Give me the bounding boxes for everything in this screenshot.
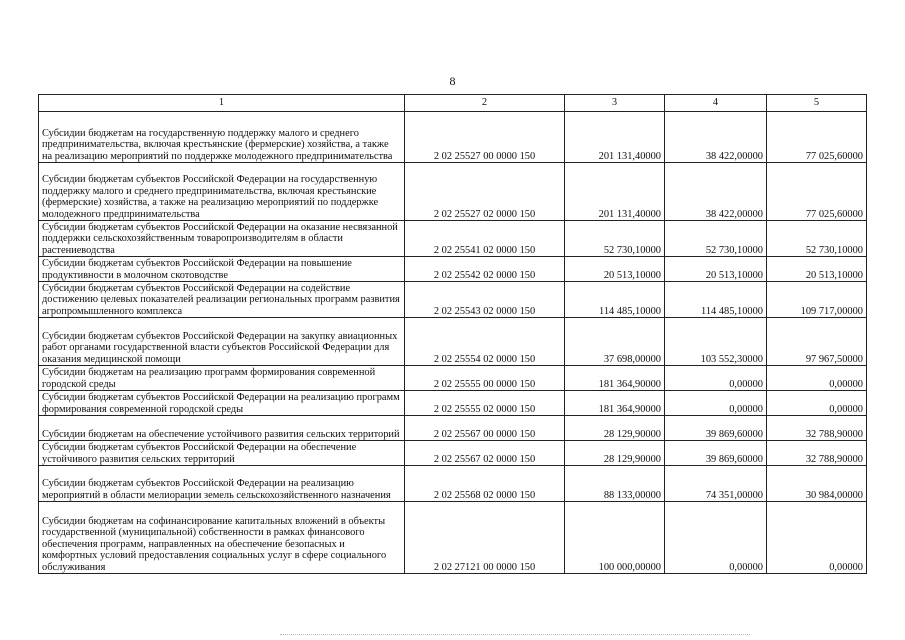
amount-col-5: 32 788,90000 — [767, 441, 867, 466]
budget-table — [38, 94, 867, 574]
subsidy-name: Субсидии бюджетам на реализацию программ формирования современной городской среды — [39, 366, 405, 391]
subsidy-name: Субсидии бюджетам субъектов Российской Федерации на закупку авиационных работ органами государственной власти субъектов Российской Федерации для оказания медицинской помощи — [39, 318, 405, 366]
amount-col-3: 88 133,00000 — [565, 466, 665, 502]
subsidy-name: Субсидии бюджетам субъектов Российской Федерации на реализацию программ формирования современной городской среды — [39, 391, 405, 416]
budget-code: 2 02 27121 00 0000 150 — [405, 502, 565, 574]
amount-col-5: 77 025,60000 — [767, 112, 867, 163]
amount-col-5: 30 984,00000 — [767, 466, 867, 502]
amount-col-5: 0,00000 — [767, 391, 867, 416]
table-row — [39, 257, 867, 282]
table-row — [39, 441, 867, 466]
budget-code: 2 02 25555 02 0000 150 — [405, 391, 565, 416]
column-header-1: 1 — [39, 95, 405, 112]
amount-col-4: 39 869,60000 — [665, 416, 767, 441]
amount-col-4: 0,00000 — [665, 391, 767, 416]
amount-col-4: 38 422,00000 — [665, 163, 767, 221]
budget-code: 2 02 25555 00 0000 150 — [405, 366, 565, 391]
column-number-row — [39, 95, 867, 112]
amount-col-3: 114 485,10000 — [565, 282, 665, 318]
amount-col-4: 52 730,10000 — [665, 221, 767, 257]
budget-code: 2 02 25543 02 0000 150 — [405, 282, 565, 318]
page-number: 8 — [449, 74, 456, 88]
amount-col-4: 114 485,10000 — [665, 282, 767, 318]
amount-col-4: 74 351,00000 — [665, 466, 767, 502]
table-header — [39, 95, 867, 112]
column-header-2: 2 — [405, 95, 565, 112]
table-row — [39, 391, 867, 416]
amount-col-3: 201 131,40000 — [565, 163, 665, 221]
amount-col-5: 0,00000 — [767, 366, 867, 391]
table-row — [39, 163, 867, 221]
subsidy-name: Субсидии бюджетам на государственную поддержку малого и среднего предпринимательства, включая крестьянские (фермерские) хозяйства, а также на реализацию мероприятий по поддержке молодежного предпринимательства — [39, 112, 405, 163]
amount-col-3: 52 730,10000 — [565, 221, 665, 257]
amount-col-5: 97 967,50000 — [767, 318, 867, 366]
table-row — [39, 318, 867, 366]
amount-col-5: 32 788,90000 — [767, 416, 867, 441]
scan-artifact-line — [280, 634, 750, 636]
amount-col-5: 77 025,60000 — [767, 163, 867, 221]
amount-col-3: 100 000,00000 — [565, 502, 665, 574]
amount-col-4: 103 552,30000 — [665, 318, 767, 366]
amount-col-4: 0,00000 — [665, 366, 767, 391]
subsidy-name: Субсидии бюджетам субъектов Российской Федерации на повышение продуктивности в молочном скотоводстве — [39, 257, 405, 282]
amount-col-4: 39 869,60000 — [665, 441, 767, 466]
subsidy-name: Субсидии бюджетам субъектов Российской Федерации на обеспечение устойчивого развития сельских территорий — [39, 441, 405, 466]
table-row — [39, 282, 867, 318]
amount-col-3: 20 513,10000 — [565, 257, 665, 282]
table-body — [39, 112, 867, 574]
column-header-5: 5 — [767, 95, 867, 112]
budget-code: 2 02 25567 00 0000 150 — [405, 416, 565, 441]
budget-code: 2 02 25527 02 0000 150 — [405, 163, 565, 221]
amount-col-3: 28 129,90000 — [565, 441, 665, 466]
budget-code: 2 02 25568 02 0000 150 — [405, 466, 565, 502]
budget-code: 2 02 25567 02 0000 150 — [405, 441, 565, 466]
column-header-3: 3 — [565, 95, 665, 112]
subsidy-name: Субсидии бюджетам субъектов Российской Федерации на реализацию мероприятий в области мелиорации земель сельскохозяйственного назначения — [39, 466, 405, 502]
amount-col-4: 38 422,00000 — [665, 112, 767, 163]
table-row — [39, 416, 867, 441]
subsidy-name: Субсидии бюджетам субъектов Российской Федерации на государственную поддержку малого и среднего предпринимательства, включая крестьянские (фермерские) хозяйства, а также на реализацию мероприятий по поддержке молодежного предпринимательства — [39, 163, 405, 221]
subsidy-name: Субсидии бюджетам на софинансирование капитальных вложений в объекты государственной (муниципальной) собственности в рамках финансового обеспечения программ, направленных на обеспечение безопасных и комфортных условий предоставления социальных услуг в сфере социального обслуживания — [39, 502, 405, 574]
budget-code: 2 02 25541 02 0000 150 — [405, 221, 565, 257]
table-row — [39, 466, 867, 502]
amount-col-3: 28 129,90000 — [565, 416, 665, 441]
subsidy-name: Субсидии бюджетам субъектов Российской Федерации на содействие достижению целевых показателей реализации региональных программ развития агропромышленного комплекса — [39, 282, 405, 318]
amount-col-5: 52 730,10000 — [767, 221, 867, 257]
amount-col-5: 109 717,00000 — [767, 282, 867, 318]
amount-col-3: 201 131,40000 — [565, 112, 665, 163]
amount-col-5: 0,00000 — [767, 502, 867, 574]
table-row — [39, 366, 867, 391]
subsidy-name: Субсидии бюджетам на обеспечение устойчивого развития сельских территорий — [39, 416, 405, 441]
amount-col-3: 181 364,90000 — [565, 366, 665, 391]
table-row — [39, 502, 867, 574]
amount-col-3: 181 364,90000 — [565, 391, 665, 416]
column-header-4: 4 — [665, 95, 767, 112]
table-row — [39, 221, 867, 257]
budget-code: 2 02 25542 02 0000 150 — [405, 257, 565, 282]
budget-code: 2 02 25554 02 0000 150 — [405, 318, 565, 366]
amount-col-3: 37 698,00000 — [565, 318, 665, 366]
table-row — [39, 112, 867, 163]
amount-col-4: 20 513,10000 — [665, 257, 767, 282]
amount-col-4: 0,00000 — [665, 502, 767, 574]
subsidy-name: Субсидии бюджетам субъектов Российской Федерации на оказание несвязанной поддержки сельскохозяйственным товаропроизводителям в области растениеводства — [39, 221, 405, 257]
amount-col-5: 20 513,10000 — [767, 257, 867, 282]
budget-code: 2 02 25527 00 0000 150 — [405, 112, 565, 163]
